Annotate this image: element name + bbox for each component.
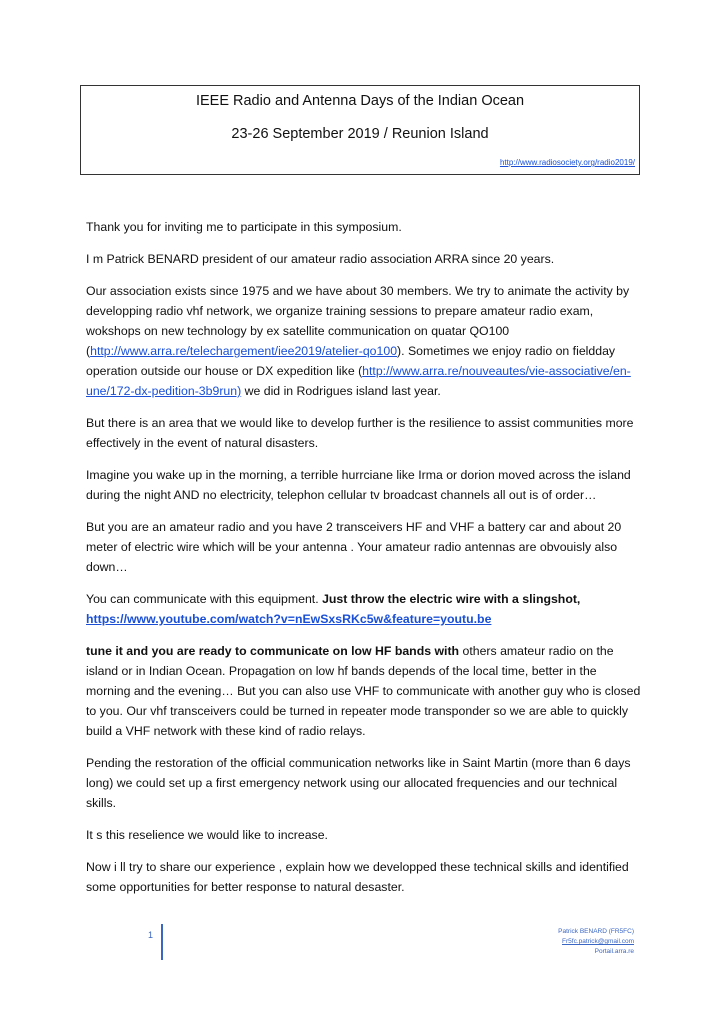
paragraph: But you are an amateur radio and you have 2 transceivers HF and VHF a battery car and about 20 meter of electric wire which will be your antenna . Your amateur radio antennas are obvouisly also down… (86, 520, 622, 574)
header-box (80, 85, 640, 175)
youtube-link[interactable]: https://www.youtube.com/watch?v=nEwSxsRKc5w&feature=youtu.be (86, 612, 492, 626)
event-dates: 23-26 September 2019 / Reunion Island (231, 126, 489, 142)
page-number: 1 (148, 930, 154, 940)
paragraph: Now i ll try to share our experience , explain how we developped these technical skills and identified some opportunities for better response to natural desaster. (86, 860, 629, 894)
paragraph-text: You can communicate with this equipment. (86, 592, 323, 606)
paragraph-text: ). Sometimes we enjoy radio on fieldday operation outside our house or DX expedition like ( (86, 344, 616, 378)
paragraph (86, 281, 642, 401)
paragraph: Thank you for inviting me to participate in this symposium. (86, 220, 402, 234)
event-title: IEEE Radio and Antenna Days of the Indian Ocean (195, 93, 525, 109)
paragraph-text: we did in Rodrigues island last year. (241, 384, 441, 398)
paragraph-text: Our association exists since 1975 and we have about 30 members. We try to animate the activity by developping radio vhf network, we organize training sessions to prepare amateur radio exam, wokshops on new technology by ex satellite communication on quatar QO100 ( (86, 284, 630, 358)
footer-email-link[interactable]: Fr5fc.patrick@gmail.com (562, 938, 634, 945)
footer-site: Portail.arra.re (594, 948, 634, 955)
paragraph: It s this reselience we would like to increase. (86, 828, 328, 842)
footer-divider (161, 924, 163, 960)
paragraph (86, 641, 642, 741)
paragraph: Imagine you wake up in the morning, a terrible hurrciane like Irma or dorion moved across the island during the night AND no electricity, telephon cellular tv broadcast channels all out is of order… (86, 468, 631, 502)
paragraph: But there is an area that we would like to develop further is the resilience to assist communities more effectively in the event of natural disasters. (86, 416, 634, 450)
qo100-link[interactable]: http://www.arra.re/telechargement/iee2019/atelier-qo100 (90, 344, 398, 358)
paragraph (86, 589, 642, 629)
letter-body (86, 217, 642, 909)
paragraph-text: others amateur radio on the island or in Indian Ocean. Propagation on low hf bands depends of the local time, better in the morning and the evening… But you can also use VHF to communicate with another guy who is closed to you. Our vhf transceivers could be turned in repeater mode transponder so we are able to quickly build a VHF network with these kind of radio relays. (86, 644, 641, 738)
footer-author: Patrick BENARD (FR5FC) (558, 928, 634, 935)
emphasis-text: tune it and you are ready to communicate on low HF bands with (86, 644, 460, 658)
emphasis-text: Just throw the electric wire with a slingshot, (322, 592, 581, 606)
paragraph: Pending the restoration of the official communication networks like in Saint Martin (more than 6 days long) we could set up a first emergency network using our allocated frequencies and our technical skills. (86, 756, 631, 810)
dx-pedition-link[interactable]: http://www.arra.re/nouveautes/vie-associative/en-une/172-dx-pedition-3b9run) (86, 364, 631, 398)
paragraph: I m Patrick BENARD president of our amateur radio association ARRA since 20 years. (86, 252, 555, 266)
event-link[interactable]: http://www.radiosociety.org/radio2019/ (499, 158, 635, 167)
footer-contact (558, 927, 634, 957)
